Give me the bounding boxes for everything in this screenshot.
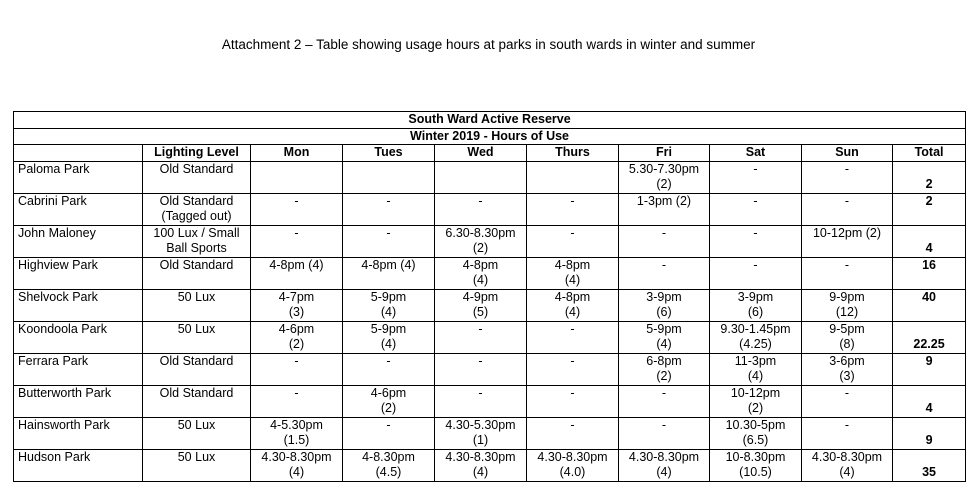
thurs-hours-cell: - xyxy=(527,353,619,385)
park-name-cell: Highview Park xyxy=(14,257,143,289)
lighting-level-cell: 50 Lux xyxy=(143,449,251,481)
thurs-hours-cell: 4.30-8.30pm (4.0) xyxy=(527,449,619,481)
thurs-hours-cell xyxy=(527,161,619,193)
column-header: Fri xyxy=(619,145,710,162)
park-name-cell: Paloma Park xyxy=(14,161,143,193)
mon-hours-cell: 4-8pm (4) xyxy=(251,257,343,289)
sat-hours-cell: 9.30-1.45pm (4.25) xyxy=(710,321,802,353)
fri-hours-cell: 4.30-8.30pm (4) xyxy=(619,449,710,481)
tues-hours-cell: - xyxy=(343,193,435,225)
thurs-hours-cell: - xyxy=(527,385,619,417)
usage-hours-table xyxy=(13,111,966,482)
mon-hours-cell: - xyxy=(251,353,343,385)
sun-hours-cell: - xyxy=(802,385,893,417)
sat-hours-cell: - xyxy=(710,257,802,289)
total-hours-cell: 16 xyxy=(893,257,966,289)
tues-hours-cell: 5-9pm (4) xyxy=(343,321,435,353)
fri-hours-cell: - xyxy=(619,257,710,289)
total-hours-cell: 35 xyxy=(893,449,966,481)
sun-hours-cell: 10-12pm (2) xyxy=(802,225,893,257)
sat-hours-cell: 3-9pm (6) xyxy=(710,289,802,321)
column-header xyxy=(14,145,143,162)
wed-hours-cell: 4-8pm (4) xyxy=(435,257,527,289)
tues-hours-cell: - xyxy=(343,225,435,257)
fri-hours-cell: - xyxy=(619,225,710,257)
column-header: Total xyxy=(893,145,966,162)
sun-hours-cell: - xyxy=(802,257,893,289)
fri-hours-cell: 5.30-7.30pm (2) xyxy=(619,161,710,193)
wed-hours-cell: - xyxy=(435,353,527,385)
table-row xyxy=(14,257,966,289)
tues-hours-cell: 4-8.30pm (4.5) xyxy=(343,449,435,481)
table-row xyxy=(14,321,966,353)
park-name-cell: Shelvock Park xyxy=(14,289,143,321)
sun-hours-cell: - xyxy=(802,193,893,225)
fri-hours-cell: 5-9pm (4) xyxy=(619,321,710,353)
document-caption: Attachment 2 – Table showing usage hours at parks in south wards in winter and summer xyxy=(221,37,756,52)
thurs-hours-cell: - xyxy=(527,193,619,225)
thurs-hours-cell: 4-8pm (4) xyxy=(527,257,619,289)
sun-hours-cell: 3-6pm (3) xyxy=(802,353,893,385)
tues-hours-cell: 5-9pm (4) xyxy=(343,289,435,321)
column-header: Lighting Level xyxy=(143,145,251,162)
park-name-cell: Cabrini Park xyxy=(14,193,143,225)
total-hours-cell: 40 xyxy=(893,289,966,321)
wed-hours-cell: 4-9pm (5) xyxy=(435,289,527,321)
lighting-level-cell: 100 Lux / Small Ball Sports xyxy=(143,225,251,257)
sat-hours-cell: 10-12pm (2) xyxy=(710,385,802,417)
tues-hours-cell: 4-8pm (4) xyxy=(343,257,435,289)
wed-hours-cell: 4.30-8.30pm (4) xyxy=(435,449,527,481)
column-header-row xyxy=(14,145,966,162)
thurs-hours-cell: 4-8pm (4) xyxy=(527,289,619,321)
tues-hours-cell xyxy=(343,161,435,193)
tues-hours-cell: 4-6pm (2) xyxy=(343,385,435,417)
total-hours-cell: 22.25 xyxy=(893,321,966,353)
sat-hours-cell: 10.30-5pm (6.5) xyxy=(710,417,802,449)
mon-hours-cell: - xyxy=(251,225,343,257)
lighting-level-cell: 50 Lux xyxy=(143,417,251,449)
column-header: Mon xyxy=(251,145,343,162)
sat-hours-cell: - xyxy=(710,161,802,193)
mon-hours-cell: 4.30-8.30pm (4) xyxy=(251,449,343,481)
park-name-cell: Koondoola Park xyxy=(14,321,143,353)
lighting-level-cell: 50 Lux xyxy=(143,321,251,353)
thurs-hours-cell: - xyxy=(527,417,619,449)
wed-hours-cell: 6.30-8.30pm (2) xyxy=(435,225,527,257)
mon-hours-cell: 4-5.30pm (1.5) xyxy=(251,417,343,449)
park-name-cell: Ferrara Park xyxy=(14,353,143,385)
table-row xyxy=(14,353,966,385)
table-row xyxy=(14,193,966,225)
table-title: South Ward Active Reserve xyxy=(14,112,966,129)
fri-hours-cell: 1-3pm (2) xyxy=(619,193,710,225)
park-name-cell: Hudson Park xyxy=(14,449,143,481)
table-row xyxy=(14,161,966,193)
tues-hours-cell: - xyxy=(343,353,435,385)
fri-hours-cell: 3-9pm (6) xyxy=(619,289,710,321)
wed-hours-cell: - xyxy=(435,321,527,353)
column-header: Thurs xyxy=(527,145,619,162)
column-header: Sat xyxy=(710,145,802,162)
lighting-level-cell: Old Standard xyxy=(143,385,251,417)
column-header: Wed xyxy=(435,145,527,162)
thurs-hours-cell: - xyxy=(527,225,619,257)
sat-hours-cell: - xyxy=(710,225,802,257)
mon-hours-cell: 4-6pm (2) xyxy=(251,321,343,353)
lighting-level-cell: Old Standard xyxy=(143,353,251,385)
fri-hours-cell: - xyxy=(619,417,710,449)
mon-hours-cell xyxy=(251,161,343,193)
total-hours-cell: 2 xyxy=(893,161,966,193)
sat-hours-cell: 11-3pm (4) xyxy=(710,353,802,385)
wed-hours-cell: - xyxy=(435,385,527,417)
sat-hours-cell: - xyxy=(710,193,802,225)
mon-hours-cell: - xyxy=(251,385,343,417)
lighting-level-cell: Old Standard xyxy=(143,161,251,193)
wed-hours-cell xyxy=(435,161,527,193)
park-name-cell: Butterworth Park xyxy=(14,385,143,417)
table-subtitle: Winter 2019 - Hours of Use xyxy=(14,128,966,145)
table-row xyxy=(14,417,966,449)
fri-hours-cell: - xyxy=(619,385,710,417)
sun-hours-cell: 9-5pm (8) xyxy=(802,321,893,353)
sun-hours-cell: 9-9pm (12) xyxy=(802,289,893,321)
wed-hours-cell: 4.30-5.30pm (1) xyxy=(435,417,527,449)
total-hours-cell: 4 xyxy=(893,225,966,257)
total-hours-cell: 9 xyxy=(893,417,966,449)
sat-hours-cell: 10-8.30pm (10.5) xyxy=(710,449,802,481)
total-hours-cell: 4 xyxy=(893,385,966,417)
table-body xyxy=(14,161,966,481)
total-hours-cell: 9 xyxy=(893,353,966,385)
park-name-cell: John Maloney xyxy=(14,225,143,257)
sun-hours-cell: - xyxy=(802,417,893,449)
table-row xyxy=(14,449,966,481)
wed-hours-cell: - xyxy=(435,193,527,225)
sun-hours-cell: - xyxy=(802,161,893,193)
column-header: Sun xyxy=(802,145,893,162)
park-name-cell: Hainsworth Park xyxy=(14,417,143,449)
thurs-hours-cell: - xyxy=(527,321,619,353)
column-header: Tues xyxy=(343,145,435,162)
lighting-level-cell: Old Standard (Tagged out) xyxy=(143,193,251,225)
table-row xyxy=(14,385,966,417)
sun-hours-cell: 4.30-8.30pm (4) xyxy=(802,449,893,481)
mon-hours-cell: - xyxy=(251,193,343,225)
table-row xyxy=(14,289,966,321)
total-hours-cell: 2 xyxy=(893,193,966,225)
fri-hours-cell: 6-8pm (2) xyxy=(619,353,710,385)
tues-hours-cell: - xyxy=(343,417,435,449)
table-row xyxy=(14,225,966,257)
mon-hours-cell: 4-7pm (3) xyxy=(251,289,343,321)
lighting-level-cell: 50 Lux xyxy=(143,289,251,321)
lighting-level-cell: Old Standard xyxy=(143,257,251,289)
